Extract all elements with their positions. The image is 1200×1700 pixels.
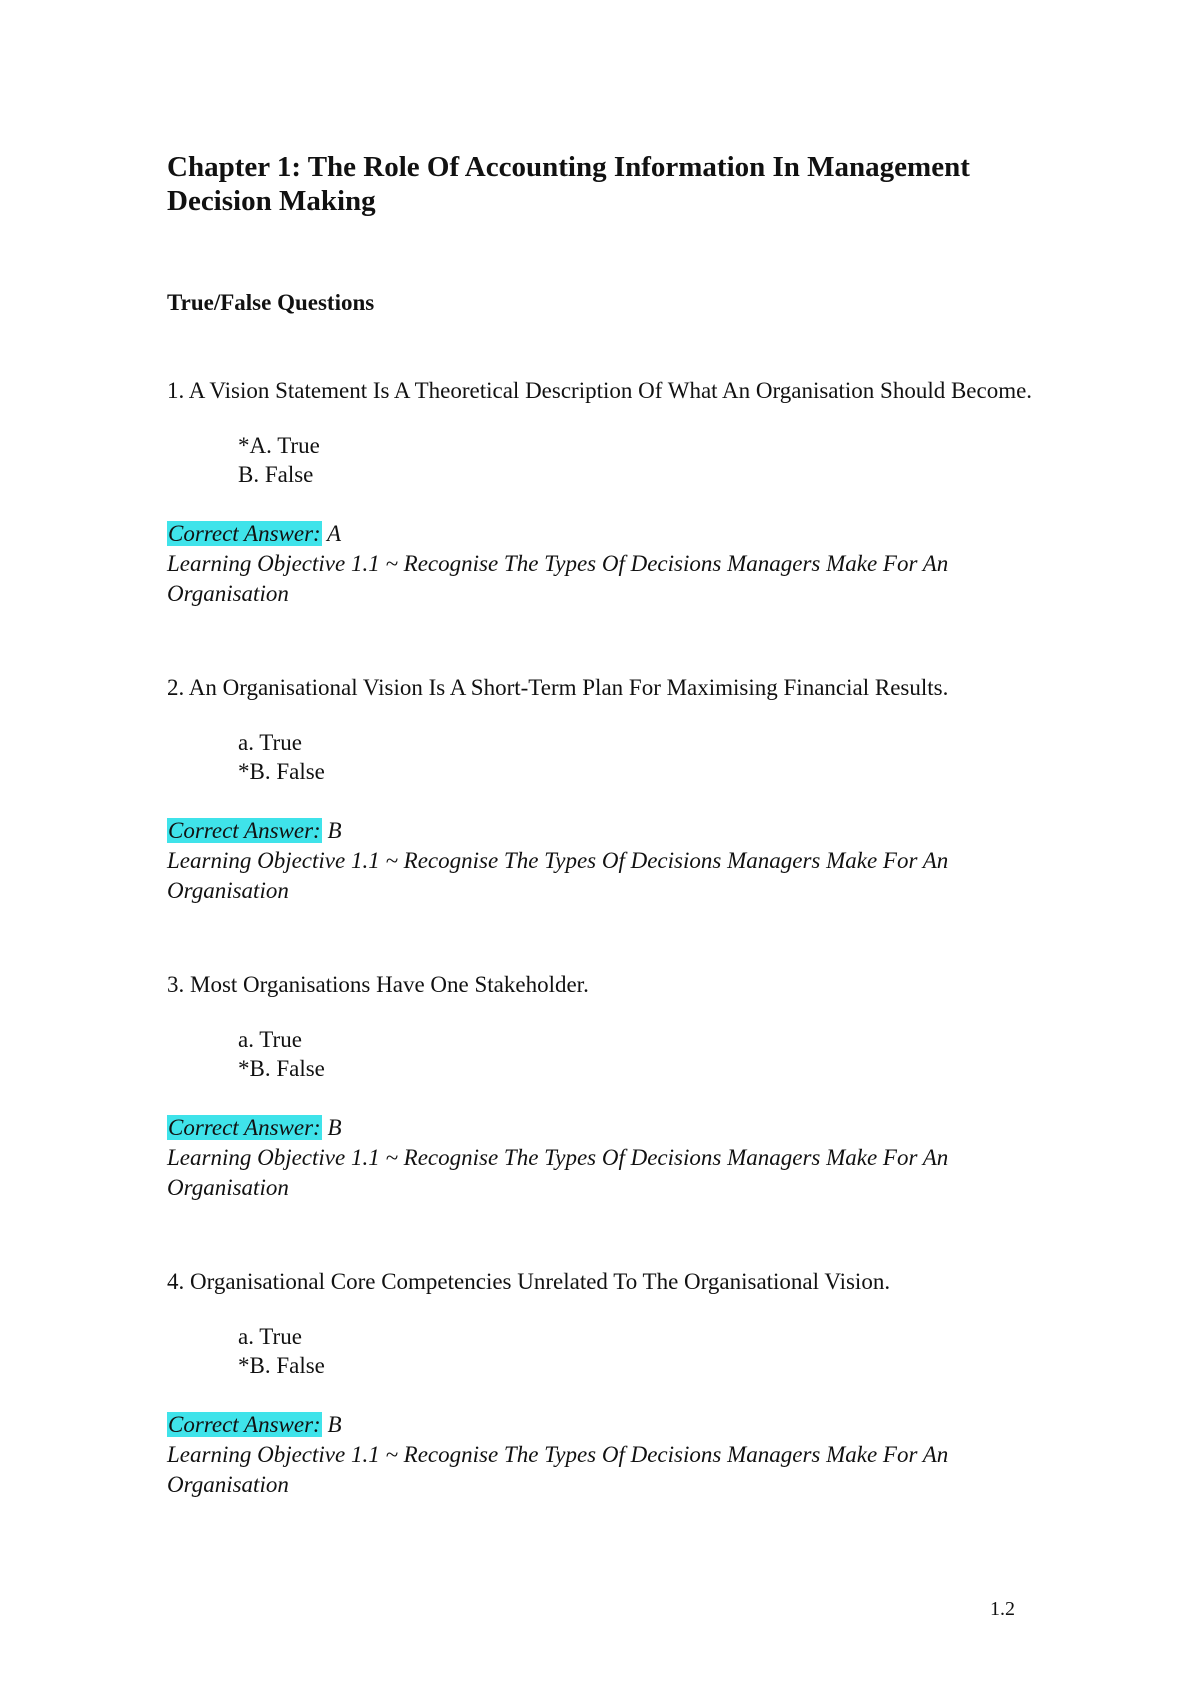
- section-heading: True/False Questions: [167, 290, 375, 315]
- option-b: B. False: [238, 462, 314, 487]
- learning-objective: Learning Objective 1.1 ~ Recognise The Types Of Decisions Managers Make For An Organisation: [167, 1145, 949, 1200]
- question-text: 1. A Vision Statement Is A Theoretical Description Of What An Organisation Should Become.: [167, 378, 1033, 403]
- chapter-title: [167, 150, 1067, 218]
- option-a: a. True: [238, 1027, 302, 1052]
- answer-options: [167, 431, 1147, 489]
- option-b: *B. False: [238, 759, 325, 784]
- correct-answer-value: B: [321, 818, 342, 843]
- answer-options: [167, 1025, 1147, 1083]
- correct-answer-label: Correct Answer:: [168, 521, 321, 546]
- chapter-title-line-2: Decision Making: [167, 185, 376, 217]
- learning-objective: Learning Objective 1.1 ~ Recognise The Types Of Decisions Managers Make For An Organisation: [167, 1442, 949, 1497]
- question-4: [167, 1267, 1147, 1500]
- correct-answer-value: A: [321, 521, 342, 546]
- option-a: a. True: [238, 1324, 302, 1349]
- correct-answer-value: B: [321, 1115, 342, 1140]
- option-a: a. True: [238, 730, 302, 755]
- question-text: 2. An Organisational Vision Is A Short-Term Plan For Maximising Financial Results.: [167, 675, 949, 700]
- question-3: [167, 970, 1147, 1203]
- correct-answer: [167, 816, 1147, 846]
- answer-options: [167, 728, 1147, 786]
- option-a: *A. True: [238, 433, 320, 458]
- option-b: *B. False: [238, 1056, 325, 1081]
- option-b: *B. False: [238, 1353, 325, 1378]
- question-text: 4. Organisational Core Competencies Unrelated To The Organisational Vision.: [167, 1269, 891, 1294]
- question-text: 3. Most Organisations Have One Stakeholder.: [167, 972, 589, 997]
- correct-answer: [167, 519, 1147, 549]
- learning-objective: Learning Objective 1.1 ~ Recognise The Types Of Decisions Managers Make For An Organisation: [167, 551, 949, 606]
- page-number: 1.2: [990, 1598, 1015, 1620]
- correct-answer-value: B: [321, 1412, 342, 1437]
- chapter-title-line-1: Chapter 1: The Role Of Accounting Information In Management: [167, 151, 970, 183]
- correct-answer: [167, 1410, 1147, 1440]
- learning-objective: Learning Objective 1.1 ~ Recognise The Types Of Decisions Managers Make For An Organisation: [167, 848, 949, 903]
- correct-answer-label: Correct Answer:: [168, 818, 321, 843]
- question-2: [167, 673, 1147, 906]
- correct-answer: [167, 1113, 1147, 1143]
- question-1: [167, 376, 1147, 609]
- answer-options: [167, 1322, 1147, 1380]
- correct-answer-label: Correct Answer:: [168, 1412, 321, 1437]
- correct-answer-label: Correct Answer:: [168, 1115, 321, 1140]
